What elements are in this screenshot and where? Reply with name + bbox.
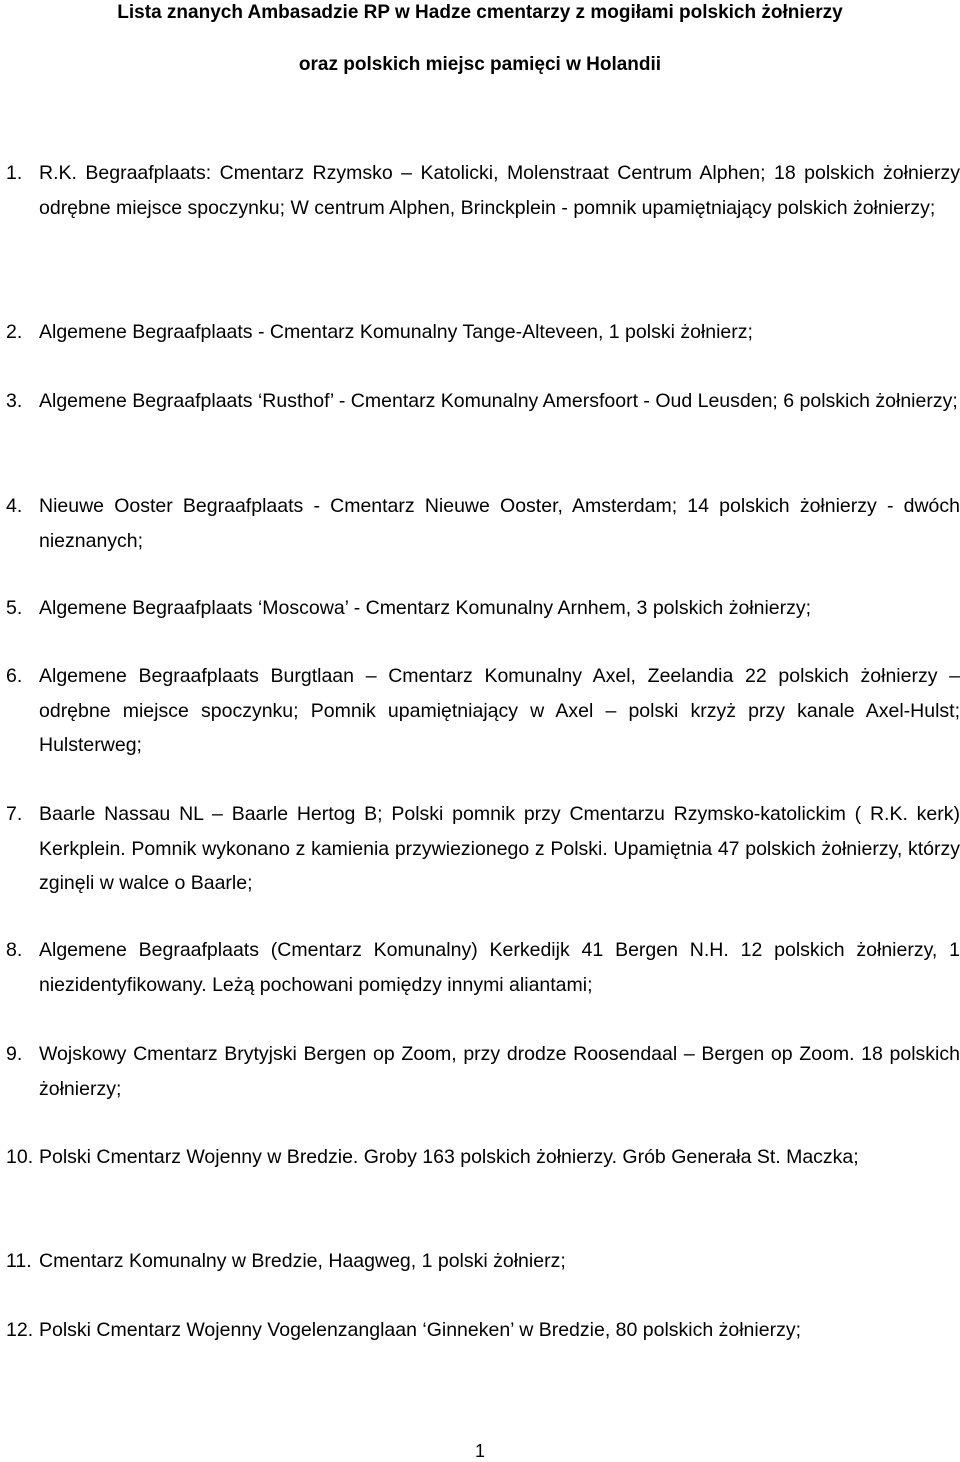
page-title-line-2: oraz polskich miejsc pamięci w Holandii [298,54,662,75]
list-item-number: 8. [6,939,23,961]
list-item-text: Algemene Begraafplaats - Cmentarz Komunalny Tange-Alteveen, 1 polski żołnierz; [39,321,753,343]
list-item-text: Cmentarz Komunalny w Bredzie, Haagweg, 1 polski żołnierz; [39,1250,566,1272]
list-item-number: 9. [6,1043,23,1065]
list-item-number: 10. [6,1146,34,1168]
list-item-number: 7. [6,803,23,825]
list-item-text: Wojskowy Cmentarz Brytyjski Bergen op Zoom, przy drodze Roosendaal – Bergen op Zoom. 18 polskich żołnierzy; [39,1043,960,1100]
page-number: 1 [474,1441,485,1461]
list-item-number: 4. [6,495,23,517]
list-item-text: Algemene Begraafplaats Burgtlaan – Cmentarz Komunalny Axel, Zeelandia 22 polskich żołnierzy – odrębne miejsce spoczynku; Pomnik upamiętniający w Axel – polski krzyż przy kanale Axel-Hulst; Hulsterweg; [39,665,960,756]
list-item-text: R.K. Begraafplaats: Cmentarz Rzymsko – Katolicki, Molenstraat Centrum Alphen; 18 polskich żołnierzy odrębne miejsce spoczynku; W centrum Alphen, Brinckplein - pomnik upamiętniający polskich żołnierzy; [39,162,960,219]
list-item-number: 12. [6,1319,34,1341]
list-item-text: Polski Cmentarz Wojenny Vogelenzanglaan ‘Ginneken’ w Bredzie, 80 polskich żołnierzy; [39,1319,801,1341]
list-item-number: 1. [6,162,23,184]
list-item-text: Polski Cmentarz Wojenny w Bredzie. Groby 163 polskich żołnierzy. Grób Generała St. Maczka; [39,1146,859,1168]
list-item-text: Algemene Begraafplaats ‘Moscowa’ - Cmentarz Komunalny Arnhem, 3 polskich żołnierzy; [39,597,812,619]
list-item-text: Algemene Begraafplaats ‘Rusthof’ - Cmentarz Komunalny Amersfoort - Oud Leusden; 6 polskich żołnierzy; [39,390,958,412]
list-item-number: 3. [6,390,23,412]
list-item-text: Nieuwe Ooster Begraafplaats - Cmentarz Nieuwe Ooster, Amsterdam; 14 polskich żołnierzy - dwóch nieznanych; [39,495,960,552]
list-item-number: 2. [6,321,23,343]
page-title-line-1: Lista znanych Ambasadzie RP w Hadze cmentarzy z mogiłami polskich żołnierzy [117,2,843,23]
list-item-number: 6. [6,665,23,687]
list-item-text: Algemene Begraafplaats (Cmentarz Komunalny) Kerkedijk 41 Bergen N.H. 12 polskich żołnierzy, 1 niezidentyfikowany. Leżą pochowani pomiędzy innymi aliantami; [39,939,960,996]
list-item-text: Baarle Nassau NL – Baarle Hertog B; Polski pomnik przy Cmentarzu Rzymsko-katolickim ( R.K. kerk) Kerkplein. Pomnik wykonano z kamienia przywiezionego z Polski. Upamiętnia 47 polskich żołnierzy, którzy zginęli w walce o Baarle; [39,803,960,894]
list-item-number: 5. [6,597,23,619]
list-item-number: 11. [6,1250,32,1272]
